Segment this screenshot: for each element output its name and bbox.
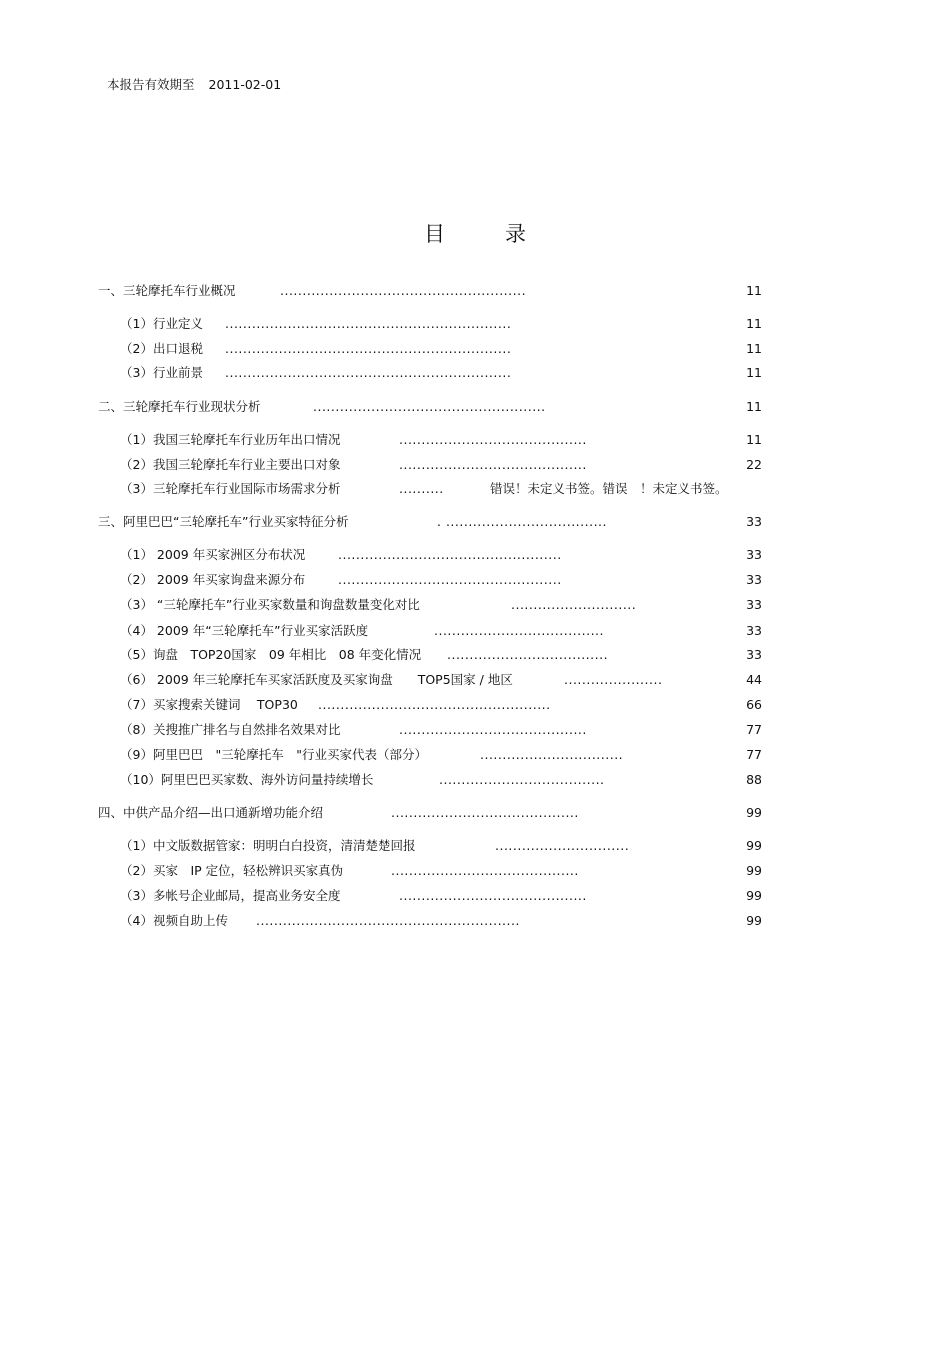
- toc-entry-text: 二、三轮摩托车行业现状分析: [98, 399, 261, 414]
- toc-entry[interactable]: [98, 804, 762, 822]
- toc-page-number: 77: [746, 747, 762, 762]
- toc-page-number: 11: [746, 399, 762, 414]
- toc-entry[interactable]: [120, 887, 762, 905]
- toc-leader-dots: ..........................................: [399, 432, 587, 447]
- toc-leader-dots: ............................: [511, 597, 637, 612]
- toc-entry-text: （1）行业定义: [120, 316, 203, 331]
- toc-page-number: 33: [746, 647, 762, 662]
- toc-leader-dots: ..........................................: [391, 863, 579, 878]
- toc-entry-text: （2） 2009 年买家询盘来源分布: [120, 572, 306, 587]
- toc-page-number: 11: [746, 432, 762, 447]
- toc-page-number: 33: [746, 572, 762, 587]
- toc-entry-text: （9）阿里巴巴 "三轮摩托车 "行业买家代表（部分）: [120, 747, 427, 762]
- toc-entry[interactable]: [120, 480, 762, 498]
- report-validity: [107, 75, 281, 93]
- toc-entry[interactable]: [120, 622, 762, 640]
- toc-page-number: 11: [746, 365, 762, 380]
- toc-page-number: 11: [746, 341, 762, 356]
- toc-entry[interactable]: [120, 696, 762, 714]
- toc-page-number: 99: [746, 838, 762, 853]
- toc-entry-text: 三、阿里巴巴“三轮摩托车”行业买家特征分析: [98, 514, 349, 529]
- toc-entry[interactable]: [120, 746, 762, 764]
- toc-title: 目录: [424, 222, 586, 246]
- toc-leader-dots: ..........................................: [399, 888, 587, 903]
- toc-leader-dots: ..............................: [495, 838, 630, 853]
- toc-entry[interactable]: [120, 721, 762, 739]
- toc-entry[interactable]: [120, 837, 762, 855]
- toc-entry-text: （2）买家 IP 定位，轻松辨识买家真伪: [120, 863, 344, 878]
- toc-leader-dots: ......................................: [434, 623, 604, 638]
- toc-page-number: 11: [746, 316, 762, 331]
- toc-entry[interactable]: [120, 340, 762, 358]
- toc-entry[interactable]: [120, 862, 762, 880]
- toc-entry-text: （2）出口退税: [120, 341, 203, 356]
- toc-entry-text: （1）我国三轮摩托车行业历年出口情况: [120, 432, 341, 447]
- toc-leader-dots: ................................................................: [225, 341, 512, 356]
- toc-entry-text: （6） 2009 年三轮摩托车买家活跃度及买家询盘 TOP5国家 / 地区: [120, 672, 513, 687]
- toc-entry[interactable]: [120, 596, 762, 614]
- toc-entry-text: （1）中文版数据管家：明明白白投资，清清楚楚回报: [120, 838, 416, 853]
- toc-entry-text: （4） 2009 年“三轮摩托车”行业买家活跃度: [120, 623, 369, 638]
- toc-leader-dots: ................................................................: [225, 316, 512, 331]
- toc-leader-dots: . ....................................: [437, 514, 607, 529]
- toc-leader-dots: ..................................................: [338, 547, 562, 562]
- toc-entry-text: （8）关搜推广排名与自然排名效果对比: [120, 722, 341, 737]
- toc-page-number: 99: [746, 913, 762, 928]
- toc-leader-dots: ................................: [480, 747, 624, 762]
- toc-entry[interactable]: [98, 398, 762, 416]
- toc-page-number: 22: [746, 457, 762, 472]
- toc-entry-text: （5）询盘 TOP20国家 09 年相比 08 年变化情况: [120, 647, 422, 662]
- toc-entry[interactable]: [120, 912, 762, 930]
- toc-page-number: 11: [746, 283, 762, 298]
- toc-page-number: 99: [746, 863, 762, 878]
- toc-entry[interactable]: [120, 364, 762, 382]
- toc-entry[interactable]: [98, 282, 762, 300]
- toc-entry[interactable]: [120, 671, 762, 689]
- toc-page-number: 33: [746, 514, 762, 529]
- validity-date: 2011-02-01: [208, 77, 282, 92]
- toc-page-number: 88: [746, 772, 762, 787]
- toc-leader-dots: ..................................................: [338, 572, 562, 587]
- toc-entry-text: （1） 2009 年买家洲区分布状况: [120, 547, 306, 562]
- toc-entry-text: （4）视频自助上传: [120, 913, 228, 928]
- toc-entry-text: 一、三轮摩托车行业概况: [98, 283, 236, 298]
- toc-leader-dots: ..........................................: [399, 457, 587, 472]
- toc-entry[interactable]: [98, 513, 762, 531]
- toc-leader-dots: ....................................................: [313, 399, 546, 414]
- toc-entry-text: （3） “三轮摩托车”行业买家数量和询盘数量变化对比: [120, 597, 420, 612]
- toc-leader-dots: ..........: [399, 481, 444, 496]
- toc-entry[interactable]: [120, 315, 762, 333]
- toc-entry[interactable]: [120, 571, 762, 589]
- toc-entry-text: （3）行业前景: [120, 365, 203, 380]
- validity-label: 本报告有效期至: [107, 77, 195, 92]
- toc-entry[interactable]: [120, 546, 762, 564]
- toc-entry-text: （7）买家搜索关键词 TOP30: [120, 697, 298, 712]
- toc-leader-dots: .....................................: [439, 772, 605, 787]
- toc-leader-dots: .......................................................: [280, 283, 527, 298]
- toc-entry-text: （3）三轮摩托车行业国际市场需求分析: [120, 481, 341, 496]
- toc-leader-dots: ................................................................: [225, 365, 512, 380]
- toc-entry[interactable]: [120, 771, 762, 789]
- toc-entry-text: （3）多帐号企业邮局，提高业务安全度: [120, 888, 341, 903]
- toc-entry-text: （10）阿里巴巴买家数、海外访问量持续增长: [120, 772, 374, 787]
- toc-entry[interactable]: [120, 431, 762, 449]
- toc-leader-dots: ..........................................: [399, 722, 587, 737]
- toc-leader-dots: ..........................................: [391, 805, 579, 820]
- toc-entry-text: （2）我国三轮摩托车行业主要出口对象: [120, 457, 341, 472]
- toc-page-number: 99: [746, 805, 762, 820]
- toc-page-number: 99: [746, 888, 762, 903]
- toc-leader-dots: ...........................................................: [256, 913, 520, 928]
- toc-page-number: 44: [746, 672, 762, 687]
- toc-leader-dots: ......................: [564, 672, 663, 687]
- toc-entry[interactable]: [120, 456, 762, 474]
- toc-entry-text: 四、中供产品介绍—出口通新增功能介绍: [98, 805, 324, 820]
- toc-page-number: 77: [746, 722, 762, 737]
- toc-page-number: 66: [746, 697, 762, 712]
- toc-page-number: 33: [746, 623, 762, 638]
- toc-leader-dots: ....................................................: [318, 697, 551, 712]
- toc-page-number: 33: [746, 597, 762, 612]
- toc-page-number: 33: [746, 547, 762, 562]
- toc-error-note: 错误！未定义书签。错误 ！未定义书签。: [490, 481, 728, 496]
- toc-entry[interactable]: [120, 646, 762, 664]
- toc-leader-dots: ....................................: [447, 647, 609, 662]
